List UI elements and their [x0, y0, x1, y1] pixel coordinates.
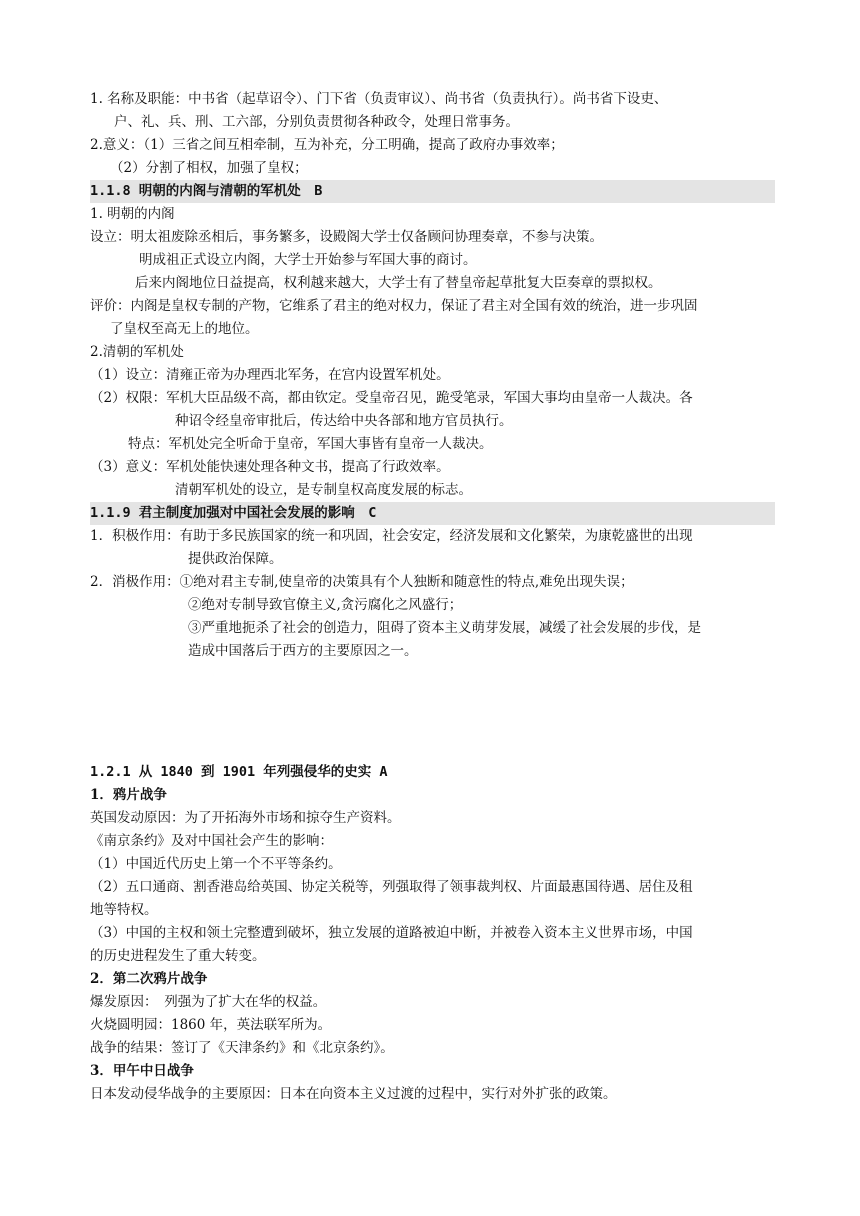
document-page — [90, 88, 775, 1106]
text-line: 日本发动侵华战争的主要原因：日本在向资本主义过渡的过程中，实行对外扩张的政策。 — [90, 1086, 617, 1102]
text-line: （2）分割了相权，加强了皇权； — [110, 160, 308, 176]
text-line: 户、礼、兵、刑、工六部，分别负责贯彻各种政令，处理日常事务。 — [114, 114, 519, 130]
subheading: 3．甲午中日战争 — [90, 1063, 194, 1079]
text-line: 提供政治保障。 — [188, 551, 283, 567]
text-line: ③严重地扼杀了社会的创造力，阻碍了资本主义萌芽发展，减缓了社会发展的步伐，是 — [188, 620, 701, 636]
text-line: （2）权限：军机大臣品级不高，都由钦定。受皇帝召见，跪受笔录，军国大事均由皇帝一人裁决。各 — [90, 390, 693, 406]
text-line: 了皇权至高无上的地位。 — [110, 321, 259, 337]
text-line: （1）中国近代历史上第一个不平等条约。 — [90, 856, 342, 872]
text-line: （3）意义：军机处能快速处理各种文书，提高了行政效率。 — [90, 459, 450, 475]
text-line: 2．消极作用：①绝对君主专制,使皇帝的决策具有个人独断和随意性的特点,难免出现失误； — [90, 574, 634, 590]
subheading: 1．鸦片战争 — [90, 787, 167, 803]
text-line: （3）中国的主权和领土完整遭到破坏，独立发展的道路被迫中断，并被卷入资本主义世界市场，中国 — [90, 925, 693, 941]
text-line: 火烧圆明园：1860 年，英法联军所为。 — [90, 1017, 332, 1033]
text-line: 爆发原因： 列强为了扩大在华的权益。 — [90, 994, 327, 1010]
text-line: 1. 名称及职能：中书省（起草诏令）、门下省（负责审议）、尚书省（负责执行）。尚书省下设吏、 — [90, 91, 668, 107]
blank-space — [90, 663, 775, 761]
text-line: 《南京条约》及对中国社会产生的影响： — [90, 833, 333, 849]
subheading: 2．第二次鸦片战争 — [90, 971, 208, 987]
text-line: 造成中国落后于西方的主要原因之一。 — [188, 643, 418, 659]
text-line: （2）五口通商、割香港岛给英国、协定关税等，列强取得了领事裁判权、片面最惠国待遇、居住及租 — [90, 879, 693, 895]
text-line: 1. 明朝的内阁 — [90, 206, 175, 222]
text-line: 明成祖正式设立内阁，大学士开始参与军国大事的商讨。 — [139, 252, 477, 268]
text-line: 2.意义：（1）三省之间互相牵制，互为补充，分工明确，提高了政府办事效率； — [90, 137, 564, 153]
text-line: 1．积极作用：有助于多民族国家的统一和巩固，社会安定，经济发展和文化繁荣，为康乾盛世的出现 — [90, 528, 693, 544]
section-heading: 1.1.8 明朝的内阁与清朝的军机处 B — [90, 180, 775, 203]
text-line: 战争的结果：签订了《天津条约》和《北京条约》。 — [90, 1040, 394, 1056]
text-line: 英国发动原因：为了开拓海外市场和掠夺生产资料。 — [90, 810, 401, 826]
text-line: 后来内阁地位日益提高，权利越来越大，大学士有了替皇帝起草批复大臣奏章的票拟权。 — [135, 275, 662, 291]
text-line: 设立：明太祖废除丞相后，事务繁多，设殿阁大学士仅备顾问协理奏章，不参与决策。 — [90, 229, 603, 245]
text-line: 清朝军机处的设立，是专制皇权高度发展的标志。 — [175, 482, 472, 498]
text-line: 种诏令经皇帝审批后，传达给中央各部和地方官员执行。 — [175, 413, 513, 429]
section-heading: 1.2.1 从 1840 到 1901 年列强侵华的史实 A — [90, 764, 388, 780]
text-line: ②绝对专制导致官僚主义,贪污腐化之风盛行； — [188, 597, 463, 613]
text-line: 地等特权。 — [90, 902, 158, 918]
text-line: 评价：内阁是皇权专制的产物，它维系了君主的绝对权力，保证了君主对全国有效的统治，进一步巩固 — [90, 298, 698, 314]
text-line: （1）设立：清雍正帝为办理西北军务，在宫内设置军机处。 — [90, 367, 450, 383]
text-line: 2.清朝的军机处 — [90, 344, 184, 360]
text-line: 特点：军机处完全听命于皇帝，军国大事皆有皇帝一人裁决。 — [128, 436, 493, 452]
text-line: 的历史进程发生了重大转变。 — [90, 948, 266, 964]
section-heading: 1.1.9 君主制度加强对中国社会发展的影响 C — [90, 502, 775, 525]
